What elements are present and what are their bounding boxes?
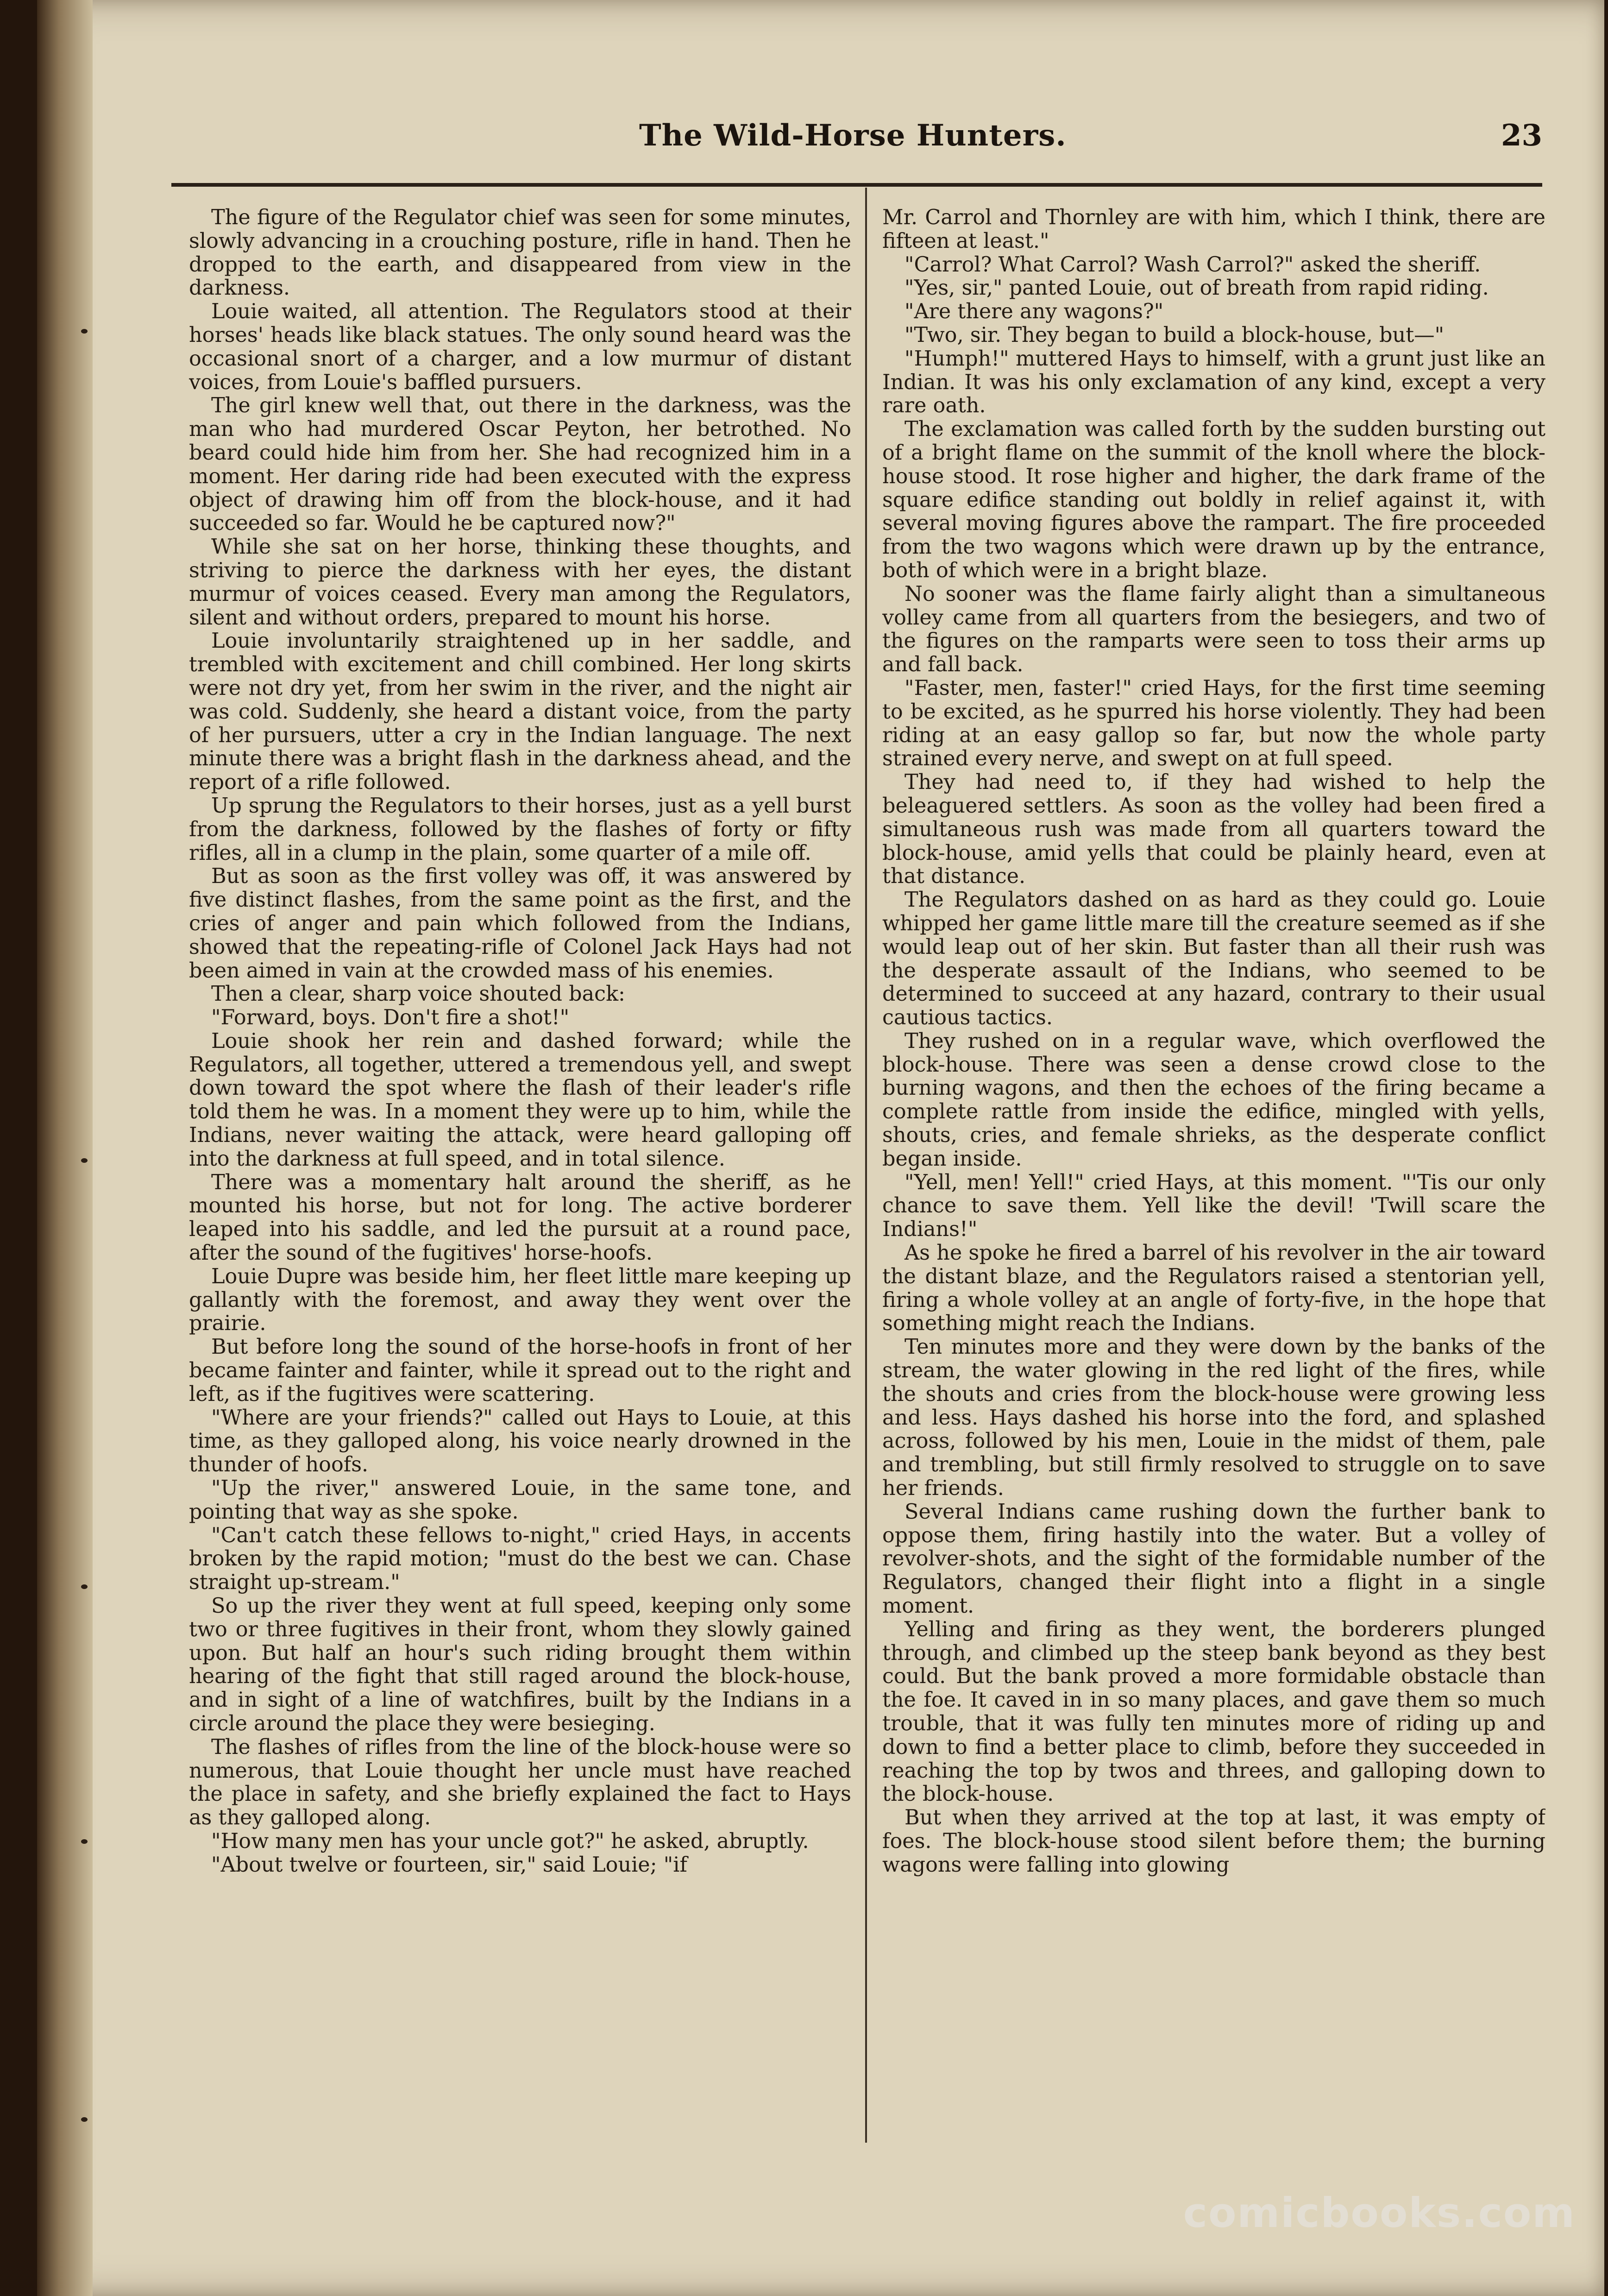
left-column [189,206,851,2143]
paragraph: "Up the river," answered Louie, in the same tone, and pointing that way as she spoke. [189,1476,851,1524]
page-number: 23 [1501,118,1542,153]
column-divider [865,188,867,2143]
paragraph: So up the river they went at full speed, keeping only some two or three fugitives in their front, whom they slowly gained upon. But half an hour's such riding brought them within hearing of the fight that still raged around the block-house, and in sight of a line of watchfires, built by the Indians in a circle around the place they were besieging. [189,1594,851,1735]
paragraph: The flashes of rifles from the line of the block-house were so numerous, that Louie thought her uncle must have reached the place in safety, and she briefly explained the fact to Hays as they galloped along. [189,1735,851,1830]
paragraph: The figure of the Regulator chief was seen for some minutes, slowly advancing in a crouching posture, rifle in hand. Then he dropped to the earth, and disappeared from view in the darkness. [189,206,851,300]
paragraph: "Carrol? What Carrol? Wash Carrol?" asked the sheriff. [904,252,1481,277]
ink-speck [81,329,88,334]
paragraph: "About twelve or fourteen, sir," said Louie; "if [211,1853,687,1877]
paragraph: As he spoke he fired a barrel of his revolver in the air toward the distant blaze, and the Regulators raised a stentorian yell, firing a whole volley at an angle of forty-five, in the hope that something might reach the Indians. [882,1241,1545,1336]
ink-speck [81,1839,88,1844]
paragraph: "Where are your friends?" called out Hays to Louie, at this time, as they galloped along, his voice nearly drowned in the thunder of hoofs. [189,1406,851,1477]
paragraph: Louie involuntarily straightened up in her saddle, and trembled with excitement and chill combined. Her long skirts were not dry yet, from her swim in the river, and the night air was cold. Suddenly, she heard a distant voice, from the party of her pursuers, utter a cry in the Indian language. The next minute there was a bright flash in the darkness ahead, and the report of a rifle followed. [189,629,851,795]
paragraph: Louie waited, all attention. The Regulators stood at their horses' heads like black statues. The only sound heard was the occasional snort of a charger, and a low murmur of distant voices, from Louie's baffled pursuers. [189,300,851,394]
paragraph: "Humph!" muttered Hays to himself, with a grunt just like an Indian. It was his only exclamation of any kind, except a very rare oath. [882,347,1545,418]
paragraph: "Yell, men! Yell!" cried Hays, at this moment. "'Tis our only chance to save them. Yell like the devil! 'Twill scare the Indians!" [882,1170,1545,1242]
scanned-page [37,0,1604,2296]
paragraph: Ten minutes more and they were down by the banks of the stream, the water glowing in the red light of the fires, while the shouts and cries from the block-house were growing less and less. Hays dashed his horse into the ford, and splashed across, followed by his men, Louie in the midst of them, pale and trembling, but still firmly resolved to struggle on to save her friends. [882,1335,1545,1501]
paragraph: Louie shook her rein and dashed forward; while the Regulators, all together, uttered a tremendous yell, and swept down toward the spot where the flash of their leader's rifle told them he was. In a moment they were up to him, while the Indians, never waiting the attack, were heard galloping off into the darkness at full speed, and in total silence. [189,1029,851,1171]
page-specks [37,0,130,2296]
paragraph: Then a clear, sharp voice shouted back: [211,982,626,1006]
paragraph: Louie Dupre was beside him, her fleet little mare keeping up gallantly with the foremost, and away they went over the prairie. [189,1264,851,1336]
paragraph: "How many men has your uncle got?" he asked, abruptly. [211,1829,809,1853]
paragraph: They rushed on in a regular wave, which overflowed the block-house. There was seen a dense crowd close to the burning wagons, and then the echoes of the firing became a complete rattle from inside the edifice, mingled with yells, shouts, cries, and female shrieks, as the desperate conflict began inside. [882,1029,1545,1171]
paragraph: But when they arrived at the top at last, it was empty of foes. The block-house stood silent before them; the burning wagons were falling into glowing [882,1806,1545,1877]
ink-speck [81,1158,88,1163]
paragraph: Yelling and firing as they went, the borderers plunged through, and climbed up the steep bank beyond as they best could. But the bank proved a more formidable obstacle than the foe. It caved in in so many places, and gave them so much trouble, that it was fully ten minutes more of riding up and down to find a better place to climb, before they succeeded in reaching the top by twos and threes, and galloping down to the block-house. [882,1617,1545,1806]
paragraph: "Faster, men, faster!" cried Hays, for the first time seeming to be excited, as he spurred his horse violently. They had been riding at an easy gallop so far, but now the whole party strained every nerve, and swept on at full speed. [882,676,1545,771]
paragraph: The exclamation was called forth by the sudden bursting out of a bright flame on the summit of the knoll where the block-house stood. It rose higher and higher, the dark frame of the square edifice standing out boldly in relief against it, with several moving figures above the rampart. The fire proceeded from the two wagons which were drawn up by the entrance, both of which were in a bright blaze. [882,417,1545,582]
ink-speck [81,2117,88,2122]
ink-speck [81,1584,88,1589]
watermark: comicbooks.com [1183,2189,1576,2237]
right-column [882,206,1545,2143]
paragraph: But before long the sound of the horse-hoofs in front of her became fainter and fainter, while it spread out to the right and left, as if the fugitives were scattering. [189,1335,851,1406]
paragraph: There was a momentary halt around the sheriff, as he mounted his horse, but not for long. The active borderer leaped into his saddle, and led the pursuit at a round pace, after the sound of the fugitives' horse-hoofs. [189,1170,851,1265]
paragraph: Up sprung the Regulators to their horses, just as a yell burst from the darkness, followed by the flashes of forty or fifty rifles, all in a clump in the plain, some quarter of a mile off. [189,794,851,865]
header-rule [171,183,1542,187]
paragraph: The girl knew well that, out there in the darkness, was the man who had murdered Oscar Peyton, her betrothed. No beard could hide him from her. She had recognized him in a moment. Her daring ride had been executed with the express object of drawing him off from the block-house, and it had succeeded so far. Would he be captured now?" [189,394,851,536]
paragraph: Mr. Carrol and Thornley are with him, which I think, there are fifteen at least." [882,206,1545,253]
running-header [171,109,1542,178]
paragraph: No sooner was the flame fairly alight than a simultaneous volley came from all quarters from the besiegers, and two of the figures on the ramparts were seen to toss their arms up and fall back. [882,582,1545,677]
paragraph: Several Indians came rushing down the further bank to oppose them, firing hastily into the water. But a volley of revolver-shots, and the sight of the formidable number of the Regulators, changed their flight into a flight in a single moment. [882,1500,1545,1618]
paragraph: "Can't catch these fellows to-night," cried Hays, in accents broken by the rapid motion; "must do the best we can. Chase straight up-stream." [189,1523,851,1595]
paragraph: "Forward, boys. Don't fire a shot!" [211,1006,570,1030]
paragraph: "Are there any wagons?" [904,300,1164,324]
paragraph: But as soon as the first volley was off, it was answered by five distinct flashes, from the same point as the first, and the cries of anger and pain which followed from the Indians, showed that the repeating-rifle of Colonel Jack Hays had not been aimed in vain at the crowded mass of his enemies. [189,864,851,983]
paragraph: "Two, sir. They began to build a block-house, but—" [904,323,1445,347]
paragraph: The Regulators dashed on as hard as they could go. Louie whipped her game little mare till the creature seemed as if she would leap out of her skin. But faster than all their rush was the desperate assault of the Indians, who seemed to be determined to succeed at any hazard, contrary to their usual cautious tactics. [882,888,1545,1030]
paragraph: "Yes, sir," panted Louie, out of breath from rapid riding. [904,276,1489,300]
paragraph: While she sat on her horse, thinking these thoughts, and striving to pierce the darkness with her eyes, the distant murmur of voices ceased. Every man among the Regulators, silent and without orders, prepared to mount his horse. [189,535,851,630]
running-title: The Wild-Horse Hunters. [639,118,1067,153]
paragraph: They had need to, if they had wished to help the beleaguered settlers. As soon as the volley had been fired a simultaneous rush was made from all quarters toward the block-house, amid yells that could be plainly heard, even at that distance. [882,770,1545,889]
